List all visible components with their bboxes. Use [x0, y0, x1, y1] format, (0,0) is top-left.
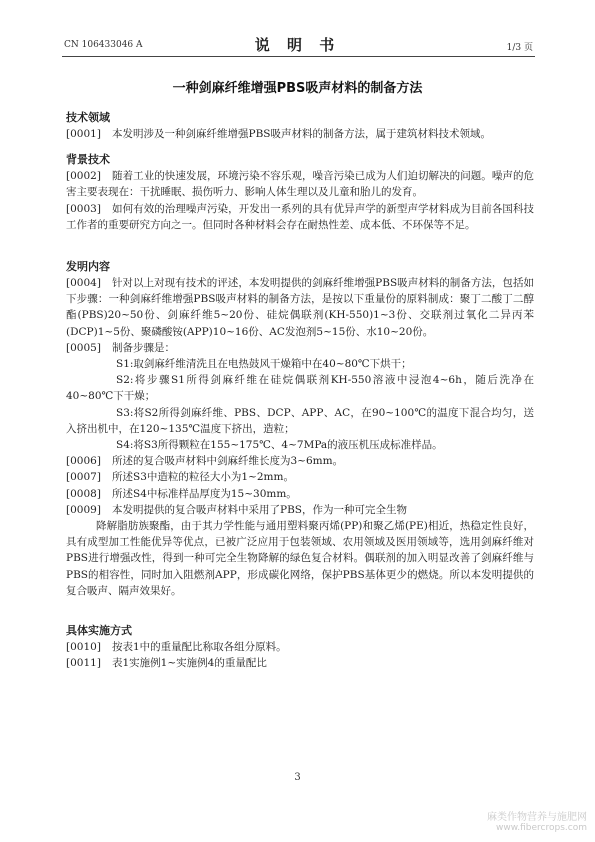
- paragraph-number: [0010]: [66, 641, 101, 654]
- step-s1: S1:取剑麻纤维清洗且在电热鼓风干燥箱中在40~80℃下烘干；: [116, 358, 412, 371]
- paragraph-0009: [66, 502, 534, 518]
- paragraph-text: 本发明提供的复合吸声材料中采用了PBS，作为一种可完全生物: [112, 503, 407, 516]
- paragraph-text: 制备步骤是：: [112, 341, 175, 354]
- header-divider: [62, 56, 535, 57]
- paragraph-number: [0003]: [66, 202, 101, 215]
- paragraph-number: [0004]: [66, 277, 101, 290]
- section-heading-background: 背景技术: [66, 153, 110, 167]
- patent-number: CN 106433046 A: [64, 40, 143, 50]
- paragraph-number: [0011]: [66, 657, 101, 670]
- paragraph-number: [0008]: [66, 487, 101, 500]
- paragraph-0003: [66, 201, 534, 233]
- document-title: 一种剑麻纤维增强PBS吸声材料的制备方法: [172, 81, 423, 96]
- watermark-site-name: 麻类作物营养与施肥网: [487, 812, 587, 823]
- page-number: 3: [294, 772, 301, 783]
- paragraph-number: [0002]: [66, 170, 101, 183]
- page-indicator: 1/3 页: [506, 43, 533, 53]
- paragraph-0004: [66, 275, 534, 340]
- paragraph-0008: [66, 486, 534, 502]
- paragraph-0011: [66, 655, 534, 671]
- step-s2: S2:将步骤S1所得剑麻纤维在硅烷偶联剂KH-550溶液中浸泡4~6h，随后洗净在40~80℃下干燥；: [66, 374, 534, 403]
- section-heading-tech-field: 技术领域: [66, 111, 110, 124]
- paragraph-text: 所述S3中造粒的粒径大小为1~2mm。: [112, 471, 294, 484]
- paragraph-number: [0006]: [66, 455, 101, 468]
- paragraph-text: 本发明涉及一种剑麻纤维增强PBS吸声材料的制备方法，属于建筑材料技术领域。: [112, 128, 491, 140]
- document-type: 说 明 书: [254, 36, 341, 54]
- step-s3: S3:将S2所得剑麻纤维、PBS、DCP、APP、AC，在90~100℃的温度下混合均匀，送入挤出机中，在120~135℃温度下挤出，造粒；: [66, 406, 534, 435]
- paragraph-text: 如何有效的治理噪声污染，开发出一系列的具有优异声学的新型声学材料成为目前各国科技工作者的重要研究方向之一。但同时各种材料会存在耐热性差、成本低、不环保等不足。: [66, 202, 534, 231]
- paragraph-text: 按表1中的重量配比称取各组分原料。: [112, 641, 287, 654]
- paragraph-text: 表1实施例1~实施例4的重量配比: [112, 657, 267, 670]
- paragraph-number: [0007]: [66, 471, 101, 484]
- paragraph-0010: [66, 639, 534, 655]
- paragraph-text: 所述的复合吸声材料中剑麻纤维长度为3~6mm。: [112, 455, 344, 468]
- step-s4: S4:将S3所得颗粒在155~175℃、4~7MPa的液压机压成标准样品。: [116, 439, 443, 452]
- paragraph-0009-continued: 降解脂肪族聚酯，由于其力学性能与通用塑料聚丙烯(PP)和聚乙烯(PE)相近，热稳定性良好，具有成型加工性能优异等优点，已被广泛应用于包装领域、农用领域及医用领域等，选用剑麻纤维对PBS进行增强改性，得到一种可完全生物降解的绿色复合材料。偶联剂的加入明显改善了剑麻纤维与PBS的相容性，同时加入阻燃剂APP，形成碳化网络，保护PBS基体更少的燃烧。所以本发明提供的复合吸声、隔声效果好。: [66, 520, 534, 597]
- paragraph-0007: [66, 469, 534, 485]
- section-heading-invention: 发明内容: [66, 260, 110, 274]
- watermark: [487, 808, 587, 833]
- paragraph-0001: [66, 126, 534, 142]
- paragraph-text: 针对以上对现有技术的评述，本发明提供的剑麻纤维增强PBS吸声材料的制备方法，包括如下步骤：一种剑麻纤维增强PBS吸声材料的制备方法，是按以下重量份的原料制成：聚丁二酸丁二醇酯(PBS)20~50份、剑麻纤维5~20份、硅烷偶联剂(KH-550)1~3份、交联剂过氧化二异丙苯(DCP)1~5份、聚磷酸铵(APP)10~16份、AC发泡剂5~15份、水10~20份。: [66, 277, 534, 338]
- paragraph-number: [0009]: [66, 503, 101, 516]
- paragraph-number: [0001]: [66, 128, 101, 140]
- paragraph-0002: [66, 168, 534, 200]
- document-body: [66, 110, 534, 671]
- paragraph-number: [0005]: [66, 341, 101, 354]
- paragraph-text: 随着工业的快速发展，环境污染不容乐观，噪音污染已成为人们迫切解决的问题。噪声的危害主要表现在：干扰睡眠、损伤听力、影响人体生理以及儿童和胎儿的发育。: [66, 170, 534, 199]
- paragraph-0005: [66, 340, 534, 356]
- paragraph-0006: [66, 453, 534, 469]
- watermark-url: www.fibercrops.com: [496, 823, 587, 833]
- paragraph-text: 所述S4中标准样品厚度为15~30mm。: [112, 487, 297, 500]
- section-heading-embodiment: 具体实施方式: [66, 624, 132, 638]
